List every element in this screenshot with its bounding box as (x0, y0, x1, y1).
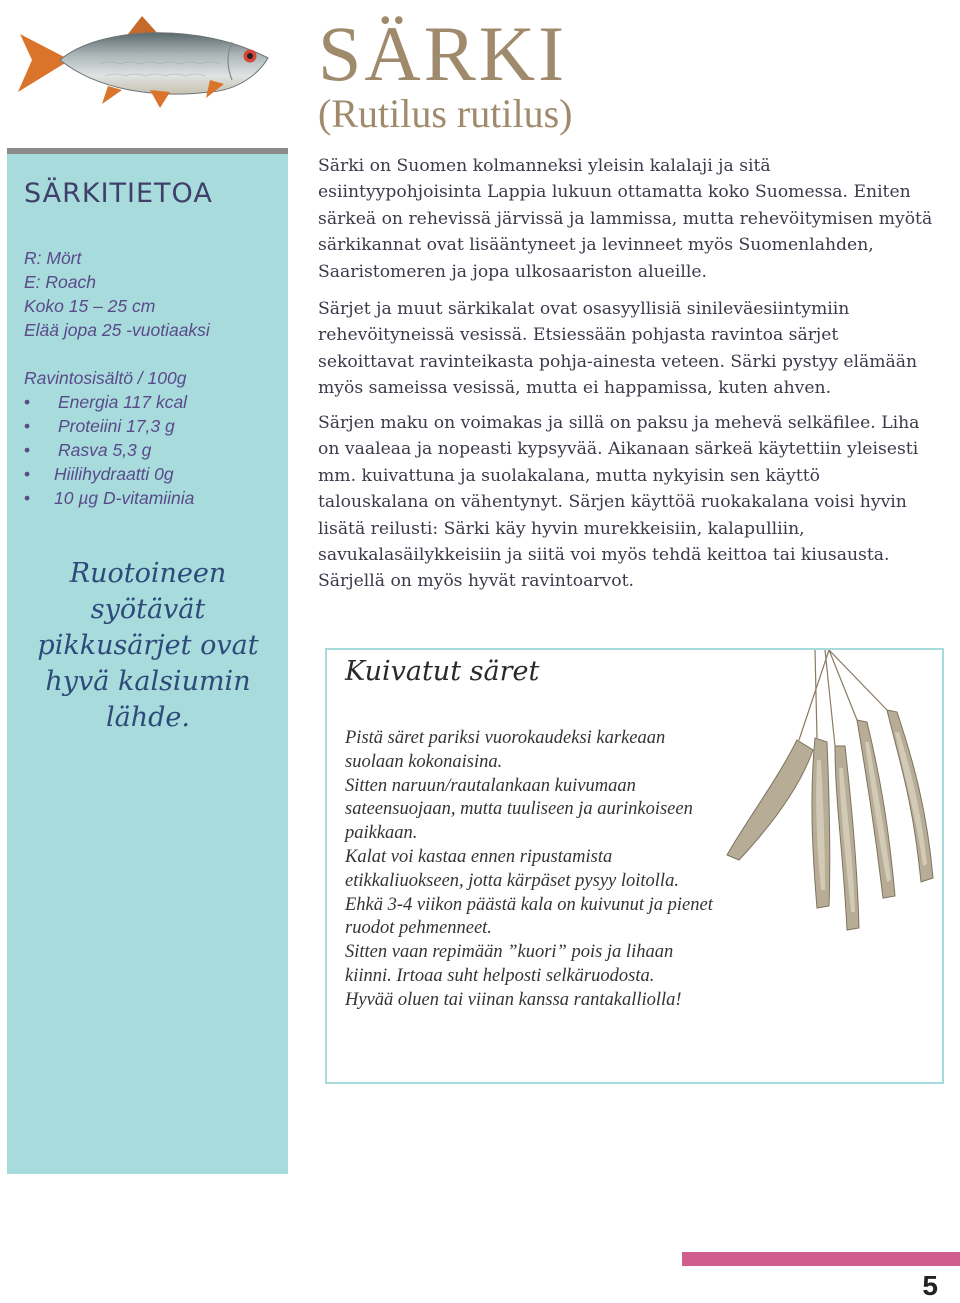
fact-size: Koko 15 – 25 cm (24, 296, 156, 316)
recipe-box (325, 648, 944, 1084)
bullet-icon: • (24, 488, 31, 508)
sidebar-heading: SÄRKITIETOA (24, 178, 213, 209)
nutrition-title: Ravintosisältö / 100g (24, 368, 187, 388)
body-paragraph-1: Särki on Suomen kolmanneksi yleisin kalalaji ja sitä esiintyypohjoisinta Lappia lukuun ottamatta koko Suomessa. Eniten särkeä on rehevissä järvissä ja lammissa, mutta rehevöitymisen myötä särkikannat ovat lisääntyneet ja levinneet myös Suomenlahden, Saaristomeren ja jopa ulkosaariston alueille. (318, 156, 933, 282)
facts-sidebar (7, 148, 288, 1174)
recipe-title: Kuivatut säret (345, 656, 540, 687)
recipe-line: Ehkä 3-4 viikon päästä kala on kuivunut ja pienet ruodot pehmenneet. (345, 894, 713, 939)
recipe-line: Hyvää oluen tai viinan kanssa rantakalliolla! (345, 989, 682, 1010)
fact-swedish-name: R: Mört (24, 248, 82, 268)
nutrition-protein: Proteiini 17,3 g (58, 416, 175, 436)
bullet-icon: • (24, 416, 31, 436)
recipe-line: Sitten vaan repimään ”kuori” pois ja lihaan kiinni. Irtoaa suht helposti selkäruodosta. (345, 942, 674, 986)
fact-lifespan: Elää jopa 25 -vuotiaaksi (24, 320, 210, 340)
page-number: 5 (922, 1270, 938, 1301)
footer-accent-bar (682, 1252, 960, 1266)
calcium-callout: Ruotoineen syötävät pikkusärjet ovat hyvä kalsiumin lähde. (37, 558, 259, 733)
nutrition-item (24, 462, 194, 486)
dried-fish-image (717, 650, 942, 950)
nutrition-fat: Rasva 5,3 g (58, 440, 152, 460)
nutrition-item (24, 414, 194, 438)
recipe-instructions (345, 727, 715, 1013)
fish-facts-list (24, 246, 210, 342)
recipe-line: Kalat voi kastaa ennen ripustamista etikkaliuokseen, jotta kärpäset pysyy loitolla. (345, 846, 679, 891)
roach-fish-image (10, 12, 280, 108)
bullet-icon: • (24, 392, 31, 412)
nutrition-item (24, 438, 194, 462)
recipe-line: Sitten naruun/rautalankaan kuivumaan sateensuojaan, mutta tuuliseen ja aurinkoiseen paikkaan. (345, 775, 693, 844)
page-subtitle: (Rutilus rutilus) (318, 91, 573, 136)
bullet-icon: • (24, 440, 31, 460)
nutrition-item (24, 390, 194, 414)
nutrition-carbs: Hiilihydraatti 0g (54, 464, 174, 484)
page-title: SÄRKI (318, 10, 568, 97)
nutrition-vitamin-d: 10 µg D-vitamiinia (54, 488, 195, 508)
nutrition-energy: Energia 117 kcal (58, 392, 188, 412)
body-paragraph-2: Särjet ja muut särkikalat ovat osasyyllisiä sinileväesiintymiin rehevöityneissä vesissä. Etsiessään pohjasta ravintoa särjet sekoittavat ravinteikasta pohja-ainesta veteen. Särki pystyy elämään myös sameissa vesissä, mutta ei happamissa, kuten ahven. (318, 299, 918, 399)
fact-english-name: E: Roach (24, 272, 96, 292)
nutrition-item (24, 486, 194, 510)
recipe-line: Pistä säret pariksi vuorokaudeksi karkeaan suolaan kokonaisina. (345, 728, 666, 772)
body-paragraph-3: Särjen maku on voimakas ja sillä on paksu ja mehevä selkäfilee. Liha on vaaleaa ja nopeasti kypsyvää. Aikanaan särkeä käytettiin yleisesti mm. kuivattuna ja suolakalana, mutta nykyisin sen käyttö talouskalana on vähentynyt. Särjen käyttöä ruokakalana voisi hyvin lisätä reilusti: Särki käy hyvin murekkeisiin, kalapulliin, savukalasäilykkeisiin ja siitä voi myös tehdä keittoa tai kiusausta. Särjellä on myös hyvät ravintoarvot. (318, 413, 920, 592)
bullet-icon: • (24, 464, 31, 484)
nutrition-list (24, 390, 194, 510)
